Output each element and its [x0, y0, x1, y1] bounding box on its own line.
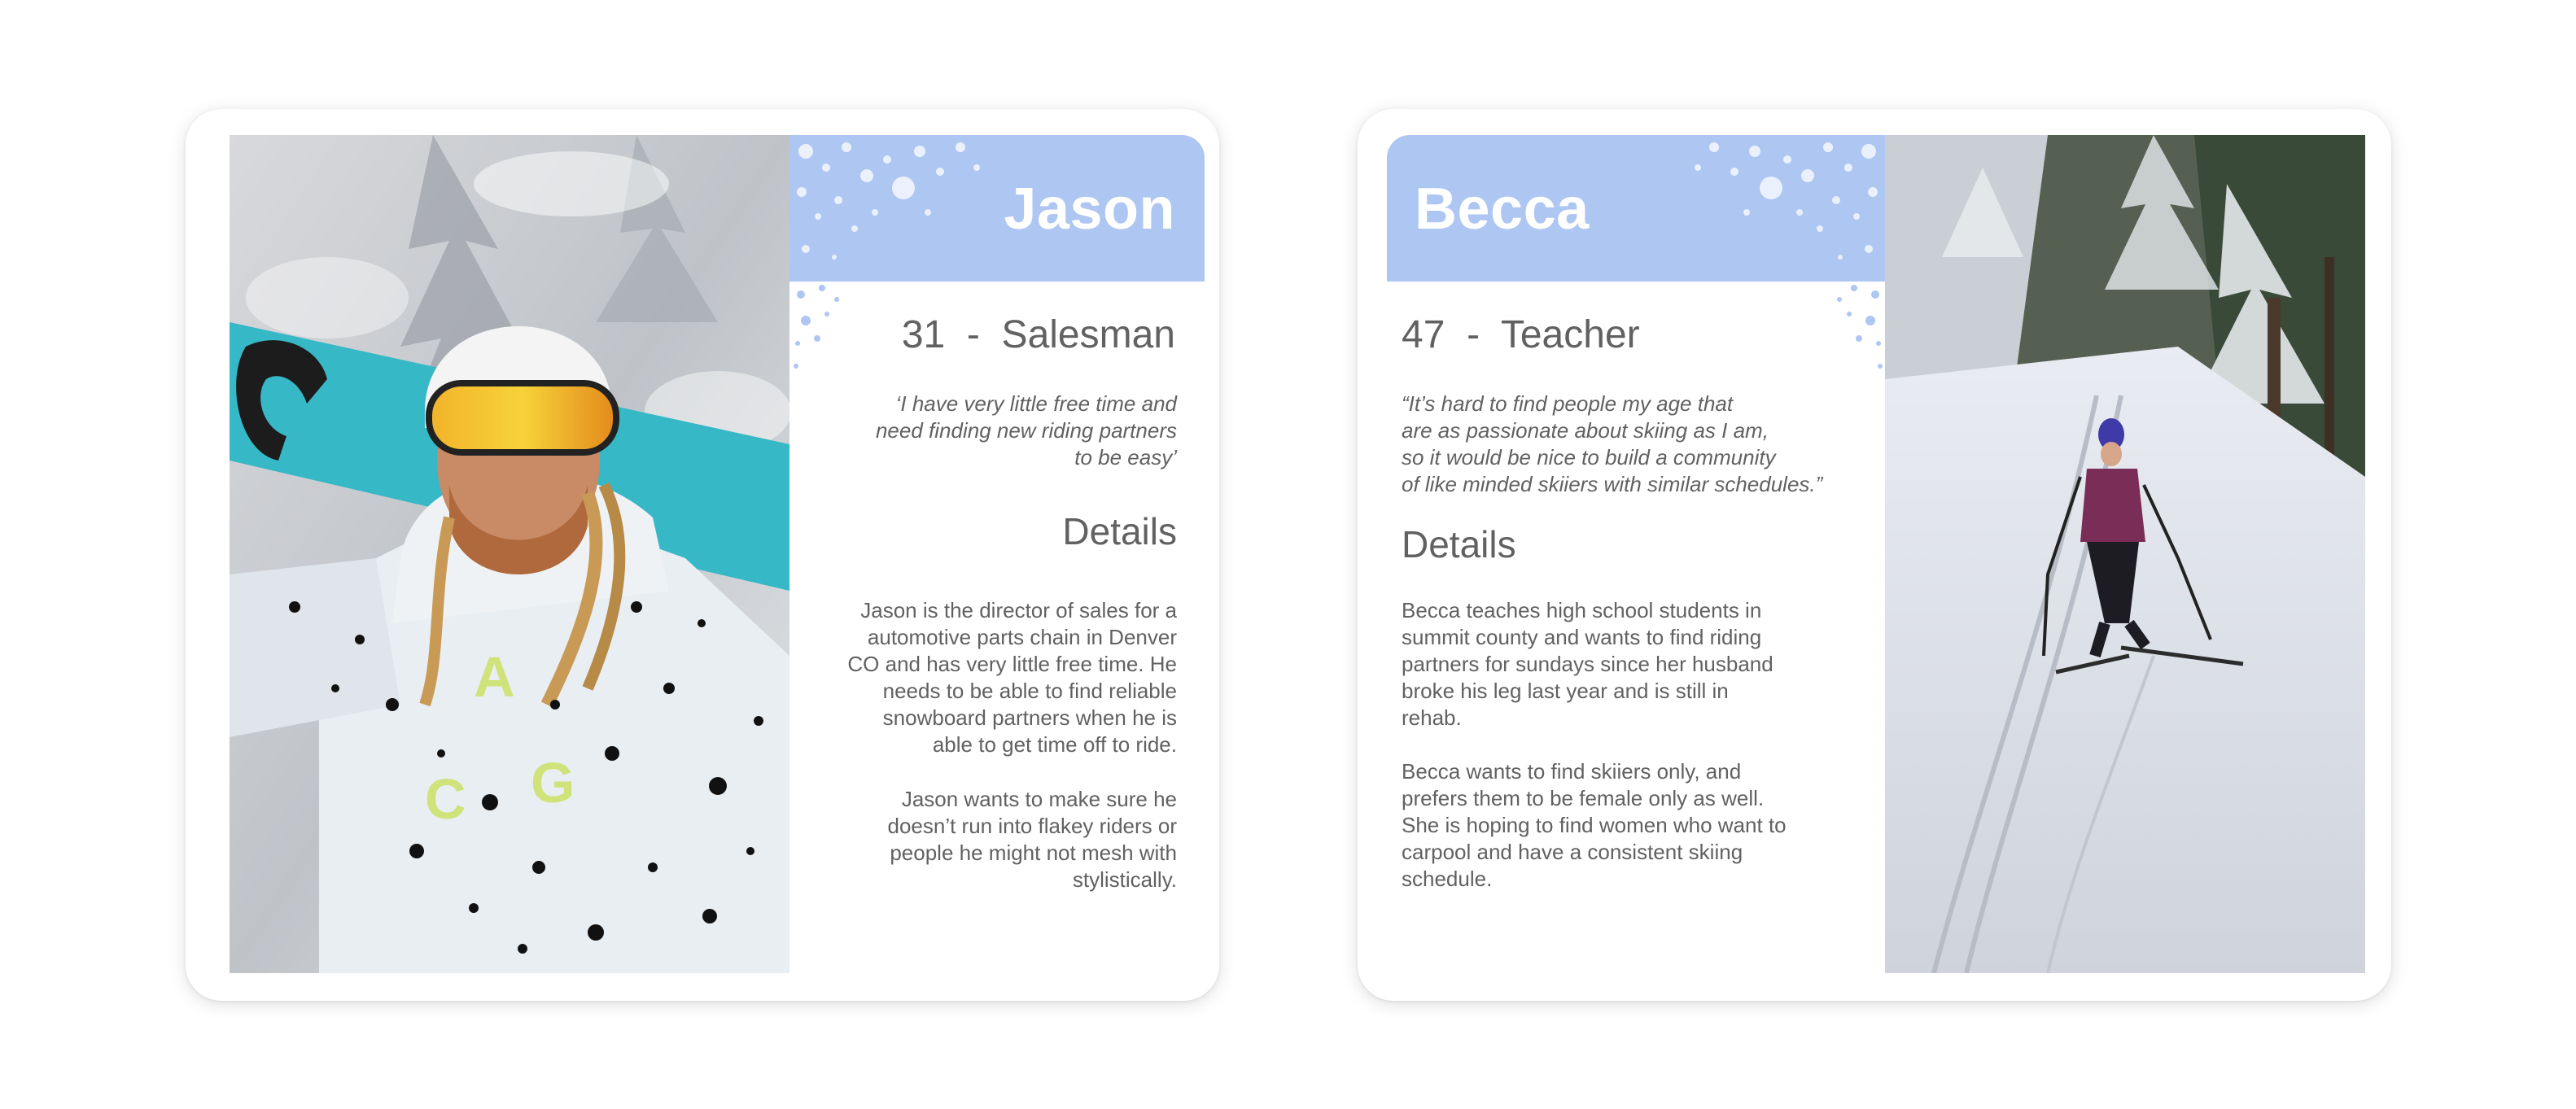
persona-occupation: Salesman	[1001, 313, 1175, 356]
details-paragraph	[847, 597, 1177, 758]
paragraph-line: snowboard partners when he is	[882, 705, 1177, 730]
snowboarder-photo	[230, 135, 789, 973]
paragraph-line: broke his leg last year and is still in	[1402, 679, 1729, 703]
paragraph-line: rehab.	[1402, 705, 1462, 730]
quote-line: so it would be nice to build a community	[1402, 445, 1776, 469]
persona-card-becca	[1358, 109, 2391, 1001]
quote-line: need finding new riding partners	[875, 418, 1177, 443]
persona-age-occupation	[1402, 312, 1640, 357]
separator: -	[966, 313, 980, 356]
snowflakes-decoration	[789, 282, 863, 379]
paragraph-line: summit county and wants to find riding	[1402, 625, 1762, 649]
persona-name: Jason	[1004, 177, 1175, 242]
paragraph-line: CO and has very little free time. He	[847, 652, 1177, 676]
persona-card-jason	[186, 109, 1219, 1001]
quote-line: “It’s hard to find people my age that	[1402, 391, 1734, 416]
persona-quote	[876, 391, 1177, 471]
paragraph-line: automotive parts chain in Denver	[867, 625, 1177, 649]
cross-country-skier-photo	[1885, 135, 2365, 973]
details-heading: Details	[1402, 523, 1516, 565]
svg-text:C: C	[425, 767, 466, 831]
paragraph-line: Becca teaches high school students in	[1402, 598, 1762, 622]
paragraph-line: able to get time off to ride.	[932, 732, 1177, 757]
paragraph-line: partners for sundays since her husband	[1402, 652, 1773, 676]
svg-text:A: A	[474, 645, 515, 709]
paragraph-line: doesn’t run into flakey riders or	[887, 814, 1177, 838]
separator: -	[1467, 313, 1480, 356]
paragraph-line: schedule.	[1402, 867, 1493, 891]
persona-age-occupation	[902, 312, 1175, 357]
persona-name: Becca	[1415, 177, 1590, 242]
quote-line: of like minded skiiers with similar schedules.”	[1402, 472, 1823, 496]
details-heading: Details	[1062, 510, 1177, 552]
persona-age: 31	[901, 313, 946, 356]
paragraph-line: stylistically.	[1072, 867, 1177, 892]
persona-occupation: Teacher	[1500, 313, 1640, 356]
details-paragraph	[1402, 758, 1787, 893]
snowflakes-decoration	[1673, 135, 1885, 282]
paragraph-line: Jason is the director of sales for a	[860, 598, 1177, 622]
persona-quote	[1402, 391, 1822, 498]
details-paragraph	[1402, 597, 1773, 731]
paragraph-line: carpool and have a consistent skiing	[1402, 840, 1743, 864]
snowflakes-decoration	[1813, 282, 1887, 379]
quote-line: ‘I have very little free time and	[895, 391, 1177, 416]
paragraph-line: Jason wants to make sure he	[901, 787, 1177, 811]
details-paragraph	[887, 786, 1177, 893]
persona-header-band	[789, 135, 1205, 282]
quote-line: are as passionate about skiing as I am,	[1402, 418, 1769, 443]
quote-line: to be easy’	[1074, 445, 1177, 469]
svg-text:G: G	[531, 751, 575, 814]
persona-header-band	[1387, 135, 1885, 282]
paragraph-line: Becca wants to find skiiers only, and	[1402, 759, 1742, 784]
paragraph-line: people he might not mesh with	[890, 840, 1177, 865]
paragraph-line: needs to be able to find reliable	[882, 679, 1177, 703]
paragraph-line: prefers them to be female only as well.	[1402, 786, 1765, 810]
persona-age: 47	[1402, 313, 1445, 356]
snowflakes-decoration	[789, 135, 1001, 282]
paragraph-line: She is hoping to find women who want to	[1402, 813, 1787, 837]
